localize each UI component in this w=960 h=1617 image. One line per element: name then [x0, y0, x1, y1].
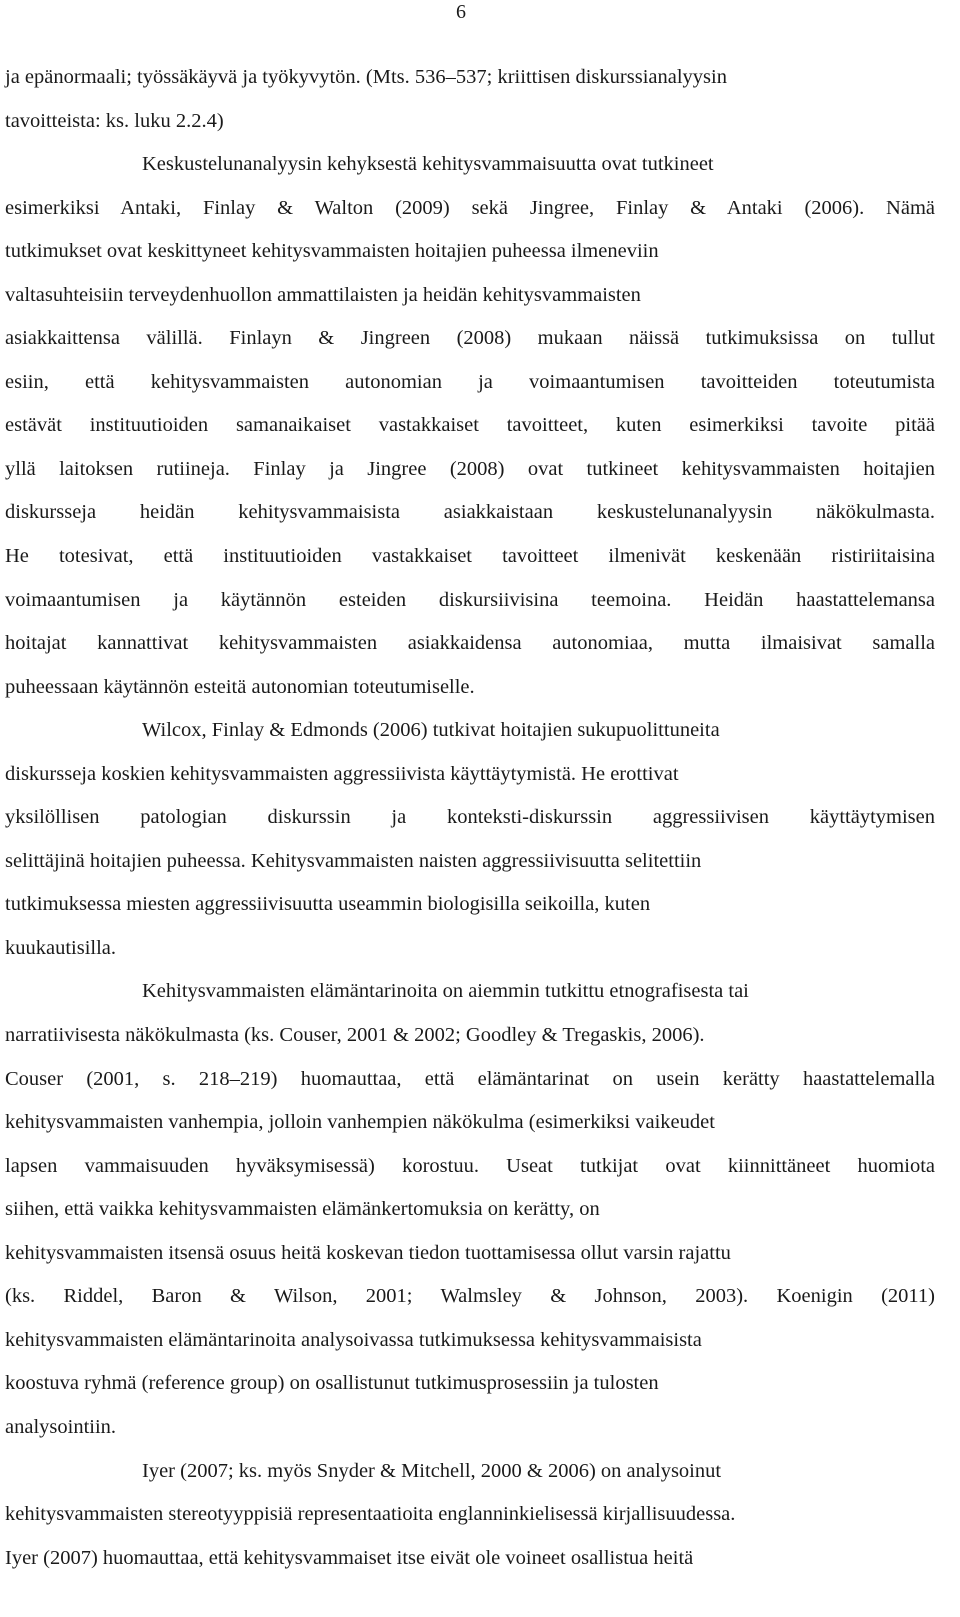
- text-line: kehitysvammaisten stereotyyppisiä representaatioita englanninkielisessä kirjallisuudessa.: [5, 1503, 736, 1526]
- text-line: kuukautisilla.: [5, 936, 117, 959]
- text-line: analysointiin.: [5, 1415, 117, 1438]
- text-line: esiin, että kehitysvammaisten autonomian ja voimaantumisen tavoitteiden toteutumista: [5, 370, 935, 393]
- text-line: kehitysvammaisten vanhempia, jolloin vanhempien näkökulma (esimerkiksi vaikeudet: [5, 1111, 715, 1134]
- text-line: selittäjinä hoitajien puheessa. Kehitysvammaisten naisten aggressiivisuutta selitettiin: [5, 849, 702, 872]
- text-line: Couser (2001, s. 218–219) huomauttaa, että elämäntarinat on usein kerätty haastattelemalla: [5, 1067, 935, 1090]
- text-line: lapsen vammaisuuden hyväksymisessä) korostuu. Useat tutkijat ovat kiinnittäneet huomiota: [5, 1154, 935, 1177]
- text-line: koostuva ryhmä (reference group) on osallistunut tutkimusprosessiin ja tulosten: [5, 1372, 659, 1395]
- text-line: tutkimuksessa miesten aggressiivisuutta useammin biologisilla seikoilla, kuten: [5, 893, 651, 916]
- text-line: voimaantumisen ja käytännön esteiden diskursiivisina teemoina. Heidän haastattelemansa: [5, 588, 935, 611]
- body-text: [5, 56, 935, 1580]
- text-line: Iyer (2007) huomauttaa, että kehitysvammaiset itse eivät ole voineet osallistua heitä: [5, 1546, 694, 1569]
- text-line: esimerkiksi Antaki, Finlay & Walton (2009) sekä Jingree, Finlay & Antaki (2006). Nämä: [5, 196, 935, 219]
- text-line: kehitysvammaisten itsensä osuus heitä koskevan tiedon tuottamisessa ollut varsin rajattu: [5, 1241, 731, 1264]
- text-line: (ks. Riddel, Baron & Wilson, 2001; Walmsley & Johnson, 2003). Koenigin (2011): [5, 1285, 935, 1308]
- text-line: siihen, että vaikka kehitysvammaisten elämänkertomuksia on kerätty, on: [5, 1198, 600, 1221]
- page-number: 6: [456, 1, 466, 23]
- text-line: tavoitteista: ks. luku 2.2.4): [5, 109, 224, 132]
- text-line: He totesivat, että instituutioiden vastakkaiset tavoitteet ilmenivät keskenään ristiriitaisina: [5, 545, 935, 568]
- text-line: asiakkaittensa välillä. Finlayn & Jingreen (2008) mukaan näissä tutkimuksissa on tullut: [5, 327, 935, 350]
- text-line: tutkimukset ovat keskittyneet kehitysvammaisten hoitajien puheessa ilmeneviin: [5, 240, 659, 263]
- text-line: Wilcox, Finlay & Edmonds (2006) tutkivat hoitajien sukupuolittuneita: [142, 719, 720, 742]
- text-line: diskursseja koskien kehitysvammaisten aggressiivista käyttäytymistä. He erottivat: [5, 762, 679, 785]
- text-line: yksilöllisen patologian diskurssin ja konteksti-diskurssin aggressiivisen käyttäytymisen: [5, 806, 935, 829]
- text-line: valtasuhteisiin terveydenhuollon ammattilaisten ja heidän kehitysvammaisten: [5, 283, 641, 306]
- text-line: yllä laitoksen rutiineja. Finlay ja Jingree (2008) ovat tutkineet kehitysvammaisten hoitajien: [5, 457, 935, 480]
- text-line: diskursseja heidän kehitysvammaisista asiakkaistaan keskustelunanalyysin näkökulmasta.: [5, 501, 935, 524]
- text-line: ja epänormaali; työssäkäyvä ja työkyvytön. (Mts. 536–537; kriittisen diskurssianalyysin: [5, 66, 727, 88]
- text-line: estävät instituutioiden samanaikaiset vastakkaiset tavoitteet, kuten esimerkiksi tavoite pitää: [5, 414, 935, 437]
- text-line: hoitajat kannattivat kehitysvammaisten asiakkaidensa autonomiaa, mutta ilmaisivat samalla: [5, 632, 935, 655]
- text-line: Iyer (2007; ks. myös Snyder & Mitchell, 2000 & 2006) on analysoinut: [142, 1459, 722, 1482]
- text-line: puheessaan käytännön esteitä autonomian toteutumiselle.: [5, 675, 475, 698]
- text-line: narratiivisesta näkökulmasta (ks. Couser, 2001 & 2002; Goodley & Tregaskis, 2006).: [5, 1024, 705, 1047]
- text-line: kehitysvammaisten elämäntarinoita analysoivassa tutkimuksessa kehitysvammaisista: [5, 1328, 702, 1351]
- text-line: Keskustelunanalyysin kehyksestä kehitysvammaisuutta ovat tutkineet: [142, 153, 714, 176]
- text-line: Kehitysvammaisten elämäntarinoita on aiemmin tutkittu etnografisesta tai: [142, 980, 749, 1003]
